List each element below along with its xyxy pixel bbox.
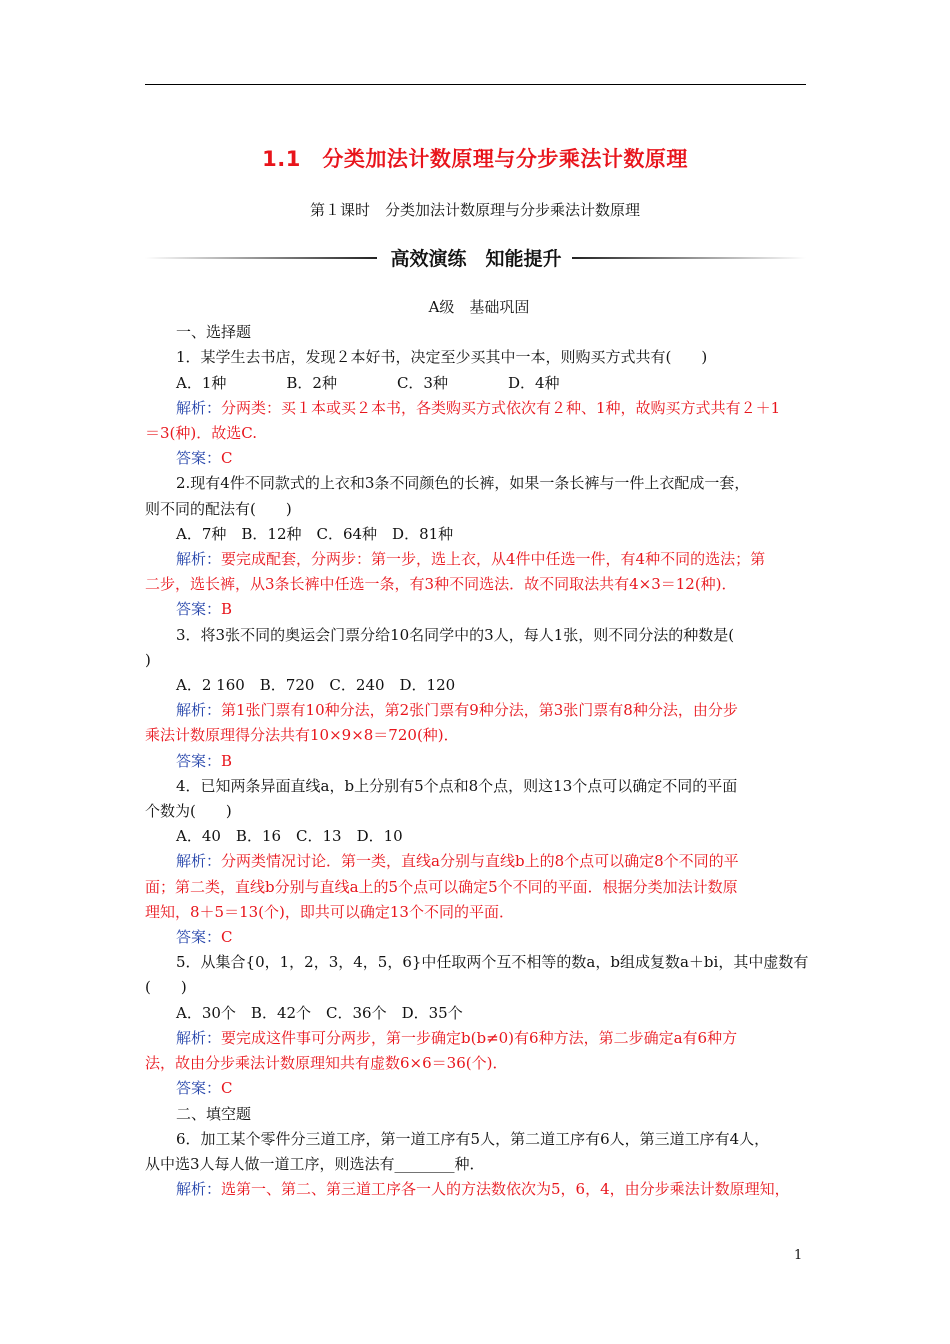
lesson-subtitle: 第１课时 分类加法计数原理与分步乘法计数原理 <box>309 201 640 219</box>
header-rule <box>145 84 806 85</box>
level-heading: A级 基础巩固 <box>428 298 530 316</box>
answer-label: 答案： <box>176 1079 222 1098</box>
q4-stem-cont: 个数为( ) <box>145 802 232 821</box>
q1-analysis-cont: ＝3(种)．故选C. <box>145 424 257 443</box>
q5-analysis-text: 要完成这件事可分两步，第一步确定b(b≠0)有6种方法，第二步确定a有6种方 <box>221 1028 738 1047</box>
banner-text: 高效演练 知能提升 <box>390 248 562 270</box>
q1-answer-value: C <box>221 449 233 468</box>
q1-stem: 1．某学生去书店，发现２本好书，决定至少买其中一本，则购买方式共有( ) <box>176 348 708 367</box>
q1-analysis <box>145 396 813 421</box>
analysis-label: 解析： <box>176 398 222 417</box>
q6-analysis-text: 选第一、第二、第三道工序各一人的方法数依次为5，6，4，由分步乘法计数原理知， <box>221 1180 790 1199</box>
q1-answer <box>145 446 813 471</box>
analysis-label: 解析： <box>176 852 222 871</box>
page-number: 1 <box>794 1248 803 1263</box>
q1-options: A．1种 B．2种 C．3种 D．4种 <box>176 373 560 392</box>
analysis-label: 解析： <box>176 1028 222 1047</box>
q4-stem: 4．已知两条异面直线a，b上分别有5个点和8个点，则这13个点可以确定不同的平面 <box>176 776 738 795</box>
q3-analysis-cont: 乘法计数原理得分法共有10×9×8＝720(种)． <box>145 726 459 745</box>
q3-analysis <box>145 698 813 723</box>
q5-stem-cont: ( ) <box>145 978 187 997</box>
q3-stem-cont: ) <box>145 650 151 669</box>
q2-stem: 2.现有4件不同款式的上衣和3条不同颜色的长裤，如果一条长裤与一件上衣配成一套， <box>176 474 750 493</box>
analysis-label: 解析： <box>176 550 222 569</box>
q4-analysis <box>145 849 813 874</box>
q2-analysis-text: 要完成配套，分两步：第一步，选上衣，从4件中任选一件，有4种不同的选法；第 <box>221 550 766 569</box>
q2-answer <box>145 597 813 622</box>
q2-options: A．7种 B．12种 C．64种 D．81种 <box>176 524 454 543</box>
q5-analysis-cont: 法，故由分步乘法计数原理知共有虚数6×6＝36(个)． <box>145 1054 508 1073</box>
q5-analysis <box>145 1026 813 1051</box>
answer-label: 答案： <box>176 600 222 619</box>
answer-label: 答案： <box>176 751 222 770</box>
q3-answer-value: B <box>221 751 233 770</box>
q1-analysis-text: 分两类：买１本或买２本书，各类购买方式依次有２种、1种，故购买方式共有２＋1 <box>221 398 781 417</box>
q2-stem-cont: 则不同的配法有( ) <box>145 499 292 518</box>
analysis-label: 解析： <box>176 1180 222 1199</box>
answer-label: 答案： <box>176 449 222 468</box>
q3-stem: 3．将3张不同的奥运会门票分给10名同学中的3人，每人1张，则不同分法的种数是( <box>176 625 735 644</box>
q3-options: A．2 160 B．720 C．240 D．120 <box>176 676 456 695</box>
answer-label: 答案： <box>176 928 222 947</box>
q4-options: A．40 B．16 C．13 D．10 <box>176 827 403 846</box>
page-title: 1.1 分类加法计数原理与分步乘法计数原理 <box>262 147 688 171</box>
section-fill-heading: 二、填空题 <box>176 1104 252 1123</box>
q5-stem: 5．从集合{0，1，2，3，4，5，6}中任取两个互不相等的数a，b组成复数a＋bi，其中虚数有 <box>176 953 809 972</box>
q4-answer <box>145 925 813 950</box>
q2-analysis <box>145 547 813 572</box>
section-choice-heading: 一、选择题 <box>176 323 252 342</box>
q5-answer-value: C <box>221 1079 233 1098</box>
q3-answer <box>145 749 813 774</box>
q4-analysis-cont-2: 理知，8＋5＝13(个)，即共可以确定13个不同的平面． <box>145 902 514 921</box>
q5-answer <box>145 1076 813 1101</box>
q2-analysis-cont: 二步，选长裤，从3条长裤中任选一条，有3种不同选法．故不同取法共有4×3＝12(种)． <box>145 575 737 594</box>
section-banner <box>145 244 806 270</box>
analysis-label: 解析： <box>176 701 222 720</box>
q6-analysis <box>145 1177 813 1202</box>
q4-analysis-cont: 面；第二类，直线b分别与直线a上的5个点可以确定5个不同的平面．根据分类加法计数原 <box>145 877 738 896</box>
banner-line-left <box>145 257 377 259</box>
q6-stem: 6．加工某个零件分三道工序，第一道工序有5人，第二道工序有6人，第三道工序有4人， <box>176 1129 770 1148</box>
q4-analysis-text: 分两类情况讨论．第一类，直线a分别与直线b上的8个点可以确定8个不同的平 <box>221 852 739 871</box>
q3-analysis-text: 第1张门票有10种分法，第2张门票有9种分法，第3张门票有8种分法，由分步 <box>221 701 738 720</box>
q5-options: A．30个 B．42个 C．36个 D．35个 <box>176 1003 463 1022</box>
exercise-content <box>145 295 813 1202</box>
q6-stem-cont: 从中选3人每人做一道工序，则选法有________种． <box>145 1154 485 1173</box>
banner-line-right <box>572 257 806 259</box>
q2-answer-value: B <box>221 600 233 619</box>
q4-answer-value: C <box>221 928 233 947</box>
